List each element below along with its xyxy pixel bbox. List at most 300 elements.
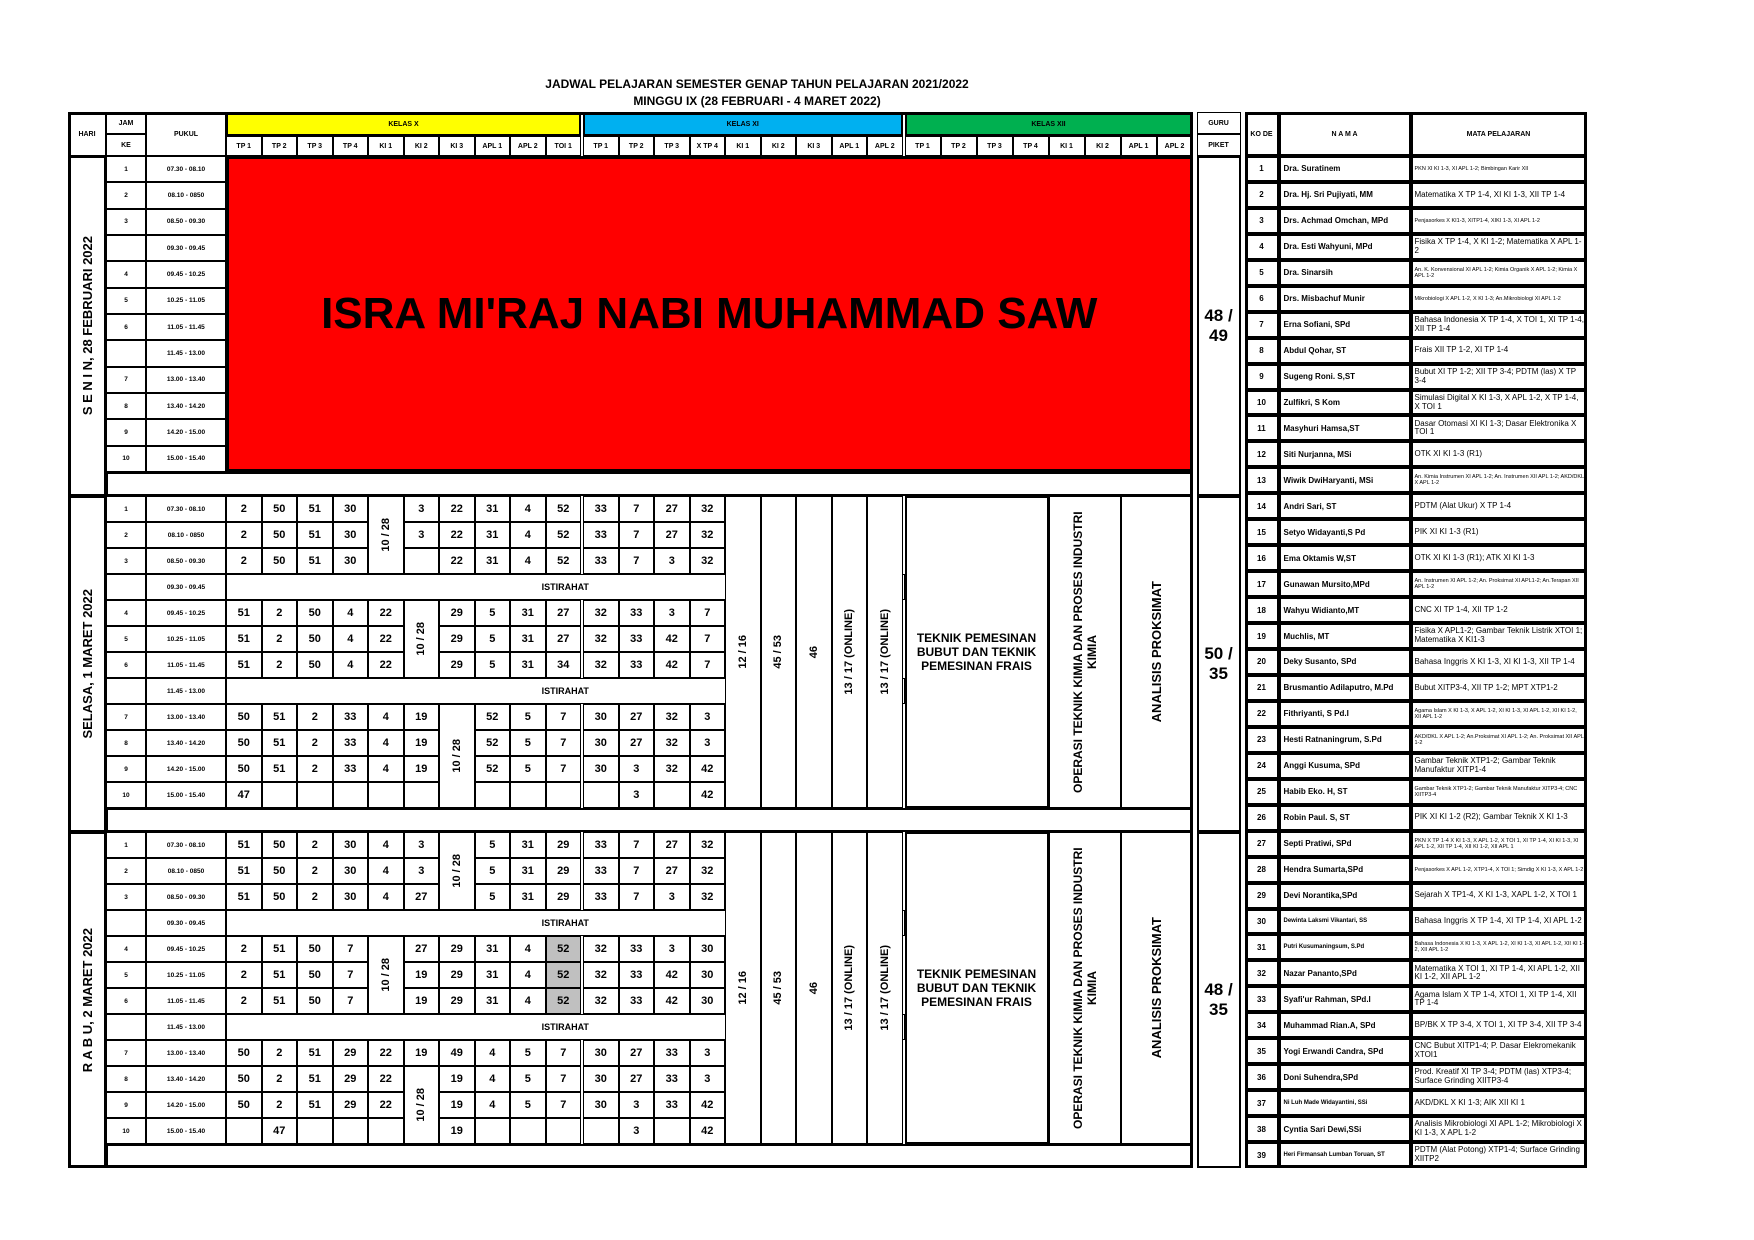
teacher-kode: 37 bbox=[1245, 1090, 1279, 1116]
class-cell: 51 bbox=[262, 704, 298, 730]
teacher-mapel: Bahasa Indonesia X TP 1-4, X TOI 1, XI TP 1-4, XII TP 1-4 bbox=[1411, 312, 1587, 338]
class-cell: 31 bbox=[475, 548, 511, 574]
teacher-nama: Ni Luh Made Widayantini, SSi bbox=[1279, 1090, 1411, 1116]
pukul: 13.40 - 14.20 bbox=[146, 730, 226, 756]
class-cell: 5 bbox=[510, 1040, 546, 1066]
class-cell: 50 bbox=[297, 988, 333, 1014]
teacher-nama: Abdul Qohar, ST bbox=[1279, 338, 1411, 364]
teacher-kode: 34 bbox=[1245, 1012, 1279, 1038]
header-hari: HARI bbox=[68, 112, 106, 156]
jam-ke: 3 bbox=[106, 884, 146, 910]
teacher-nama: Putri Kusumaningsum, S.Pd bbox=[1279, 934, 1411, 960]
xi-span-xii_tp1-text: 12 / 16 bbox=[736, 635, 749, 669]
teacher-mapel: Penjasorkes X APL 1-2, XTP1-4, X TOI 1; Simdig X KI 1-3, X APL 1-2 bbox=[1411, 857, 1587, 883]
class-cell: 32 bbox=[690, 522, 726, 548]
class-cell: 50 bbox=[262, 832, 298, 858]
class-cell: 2 bbox=[297, 730, 333, 756]
xi-span-xii_tp3-text: 46 bbox=[807, 981, 820, 995]
day-label bbox=[68, 156, 106, 496]
class-cell: 3 bbox=[654, 548, 690, 574]
teacher-kode: 14 bbox=[1245, 493, 1279, 519]
pukul: 07.30 - 08.10 bbox=[146, 832, 226, 858]
class-cell: 51 bbox=[226, 858, 262, 884]
teacher-nama: Deky Susanto, SPd bbox=[1279, 649, 1411, 675]
teacher-kode: 12 bbox=[1245, 441, 1279, 467]
class-cell: 51 bbox=[297, 1040, 333, 1066]
class-cell: 33 bbox=[654, 1066, 690, 1092]
pukul: 09.45 - 10.25 bbox=[146, 936, 226, 962]
header-col-xi-3: X TP 4 bbox=[690, 136, 726, 156]
class-cell: 4 bbox=[510, 496, 546, 522]
teacher-nama: Cyntia Sari Dewi,SSi bbox=[1279, 1116, 1411, 1142]
class-cell bbox=[262, 782, 298, 808]
header-kode: KO DE bbox=[1245, 112, 1279, 156]
class-cell: 4 bbox=[368, 832, 404, 858]
xi-span-xii_tp2 bbox=[761, 832, 797, 1144]
pukul: 09.30 - 09.45 bbox=[146, 574, 226, 600]
class-cell: 33 bbox=[654, 1092, 690, 1118]
jam-ke: 7 bbox=[106, 367, 146, 393]
class-cell: 31 bbox=[475, 496, 511, 522]
class-cell: 27 bbox=[546, 626, 582, 652]
class-cell: 32 bbox=[690, 832, 726, 858]
teacher-mapel: AKD/DKL X KI 1-3; AIK XII KI 1 bbox=[1411, 1090, 1587, 1116]
class-cell: 51 bbox=[297, 1092, 333, 1118]
jam-ke: 4 bbox=[106, 936, 146, 962]
class-cell: 33 bbox=[583, 548, 619, 574]
break-istirahat: ISTIRAHAT bbox=[226, 910, 905, 936]
header-col-x-1: TP 2 bbox=[262, 136, 298, 156]
teacher-kode: 5 bbox=[1245, 260, 1279, 286]
class-cell: 7 bbox=[546, 730, 582, 756]
class-cell: 3 bbox=[619, 782, 655, 808]
class-cell: 31 bbox=[510, 858, 546, 884]
xi-span-xii_tp2-text: 45 / 53 bbox=[772, 635, 785, 669]
teacher-kode: 18 bbox=[1245, 597, 1279, 623]
class-cell: 7 bbox=[333, 988, 369, 1014]
class-cell: 22 bbox=[368, 1040, 404, 1066]
class-cell: 30 bbox=[583, 1092, 619, 1118]
class-cell: 7 bbox=[690, 626, 726, 652]
class-cell: 2 bbox=[226, 988, 262, 1014]
teacher-kode: 28 bbox=[1245, 857, 1279, 883]
class-cell: 2 bbox=[262, 1066, 298, 1092]
teacher-mapel: Dasar Otomasi XI KI 1-3; Dasar Elektronika X TOI 1 bbox=[1411, 415, 1587, 441]
class-cell: 30 bbox=[583, 756, 619, 782]
class-cell: 4 bbox=[368, 884, 404, 910]
header-col-xi-6: KI 3 bbox=[796, 136, 832, 156]
class-cell: 7 bbox=[690, 600, 726, 626]
class-cell: 42 bbox=[654, 988, 690, 1014]
jam-ke: 3 bbox=[106, 548, 146, 574]
teacher-mapel: Sejarah X TP1-4, X KI 1-3, XAPL 1-2, X TOI 1 bbox=[1411, 883, 1587, 909]
class-cell: 52 bbox=[475, 730, 511, 756]
pukul: 11.45 - 13.00 bbox=[146, 1014, 226, 1040]
header-col-xi-5: KI 2 bbox=[761, 136, 797, 156]
jam-ke: 6 bbox=[106, 314, 146, 340]
jam-ke: 3 bbox=[106, 209, 146, 235]
class-cell bbox=[583, 1118, 619, 1144]
class-cell: 3 bbox=[404, 832, 440, 858]
teacher-nama: Ema Oktamis W,ST bbox=[1279, 545, 1411, 571]
class-cell: 51 bbox=[262, 936, 298, 962]
class-cell: 50 bbox=[297, 936, 333, 962]
class-cell: 50 bbox=[226, 704, 262, 730]
class-cell: 2 bbox=[262, 1040, 298, 1066]
xii-operasi-kimia bbox=[1049, 496, 1121, 808]
guru-piket: 50 / 35 bbox=[1197, 496, 1241, 832]
teacher-mapel: PKN X TP 1-4 X KI 1-3, X APL 1-2, X TOI 1, XI TP 1-4, XI KI 1-3, XI APL 1-2, XII TP 1-4, XII KI 1-2, XII APL 1 bbox=[1411, 831, 1587, 857]
teacher-kode: 10 bbox=[1245, 390, 1279, 416]
class-cell: 4 bbox=[333, 626, 369, 652]
pukul: 09.45 - 10.25 bbox=[146, 261, 226, 287]
class-cell: 29 bbox=[546, 858, 582, 884]
pukul: 14.20 - 15.00 bbox=[146, 1092, 226, 1118]
teacher-nama: Drs. Achmad Omchan, MPd bbox=[1279, 208, 1411, 234]
teacher-kode: 39 bbox=[1245, 1142, 1279, 1168]
class-cell bbox=[583, 782, 619, 808]
pukul: 11.05 - 11.45 bbox=[146, 988, 226, 1014]
class-cell: 7 bbox=[619, 832, 655, 858]
class-cell: 27 bbox=[619, 704, 655, 730]
header-col-xii-3: TP 4 bbox=[1013, 136, 1049, 156]
class-cell: 42 bbox=[690, 782, 726, 808]
pukul: 07.30 - 08.10 bbox=[146, 156, 226, 182]
class-cell: 3 bbox=[404, 858, 440, 884]
class-cell: 22 bbox=[368, 1092, 404, 1118]
class-cell: 51 bbox=[262, 730, 298, 756]
class-cell: 50 bbox=[226, 1066, 262, 1092]
teacher-kode: 36 bbox=[1245, 1064, 1279, 1090]
class-cell: 2 bbox=[262, 600, 298, 626]
day-separator bbox=[106, 472, 1193, 496]
teacher-nama: Syafi'ur Rahman, SPd.I bbox=[1279, 986, 1411, 1012]
header-col-xi-7: APL 1 bbox=[832, 136, 868, 156]
class-cell: 3 bbox=[404, 496, 440, 522]
teacher-mapel: An. Kimia Instrumen XI APL 1-2; An. Instrumen XII APL 1-2; AKD/DKL X APL 1-2 bbox=[1411, 467, 1587, 493]
xii-teknik-pemesinan: TEKNIK PEMESINAN BUBUT DAN TEKNIK PEMESINAN FRAIS bbox=[905, 832, 1049, 1144]
class-cell: 7 bbox=[546, 756, 582, 782]
pukul: 08.50 - 09.30 bbox=[146, 209, 226, 235]
class-cell: 42 bbox=[654, 626, 690, 652]
header-col-xii-1: TP 2 bbox=[941, 136, 977, 156]
teacher-kode: 3 bbox=[1245, 208, 1279, 234]
merged-ki-cell-text: 10 / 28 bbox=[415, 622, 428, 656]
class-cell: 32 bbox=[583, 988, 619, 1014]
class-cell bbox=[333, 782, 369, 808]
class-cell: 33 bbox=[619, 652, 655, 678]
class-cell: 52 bbox=[546, 548, 582, 574]
header-col-x-6: KI 3 bbox=[439, 136, 475, 156]
class-cell: 7 bbox=[333, 936, 369, 962]
pukul: 13.00 - 13.40 bbox=[146, 367, 226, 393]
pukul: 13.00 - 13.40 bbox=[146, 704, 226, 730]
class-cell: 32 bbox=[583, 626, 619, 652]
pukul: 08.50 - 09.30 bbox=[146, 548, 226, 574]
class-cell: 4 bbox=[368, 730, 404, 756]
xi-span-xii_tp2-text: 45 / 53 bbox=[772, 971, 785, 1005]
class-cell: 50 bbox=[297, 962, 333, 988]
class-cell: 42 bbox=[654, 652, 690, 678]
jam-ke bbox=[106, 574, 146, 600]
class-cell: 51 bbox=[226, 832, 262, 858]
document-subtitle: MINGGU IX (28 FEBRUARI - 4 MARET 2022) bbox=[633, 94, 881, 108]
header-piket: PIKET bbox=[1197, 134, 1241, 156]
class-cell: 5 bbox=[510, 704, 546, 730]
class-cell: 33 bbox=[619, 626, 655, 652]
teacher-kode: 33 bbox=[1245, 986, 1279, 1012]
teacher-mapel: PDTM (Alat Potong) XTP1-4; Surface Grinding XIITP2 bbox=[1411, 1142, 1587, 1168]
xii-analisis-proksimat bbox=[1121, 832, 1193, 1144]
class-cell: 7 bbox=[546, 704, 582, 730]
class-cell: 2 bbox=[226, 936, 262, 962]
class-cell: 5 bbox=[510, 1092, 546, 1118]
teacher-mapel: PKN XI KI 1-3, XI APL 1-2; Bimbingan Karir XII bbox=[1411, 156, 1587, 182]
xii-operasi-kimia-text: OPERASI TEKNIK KIMIA DAN PROSES INDUSTRI KIMIA bbox=[1070, 847, 1099, 1129]
class-cell: 29 bbox=[333, 1040, 369, 1066]
teacher-nama: Gunawan Mursito,MPd bbox=[1279, 571, 1411, 597]
day-label bbox=[68, 496, 106, 832]
class-cell: 22 bbox=[439, 548, 475, 574]
teacher-nama: Brusmantio Adilaputro, M.Pd bbox=[1279, 675, 1411, 701]
class-cell bbox=[654, 1118, 690, 1144]
class-cell: 4 bbox=[333, 652, 369, 678]
header-col-xi-0: TP 1 bbox=[583, 136, 619, 156]
jam-ke bbox=[106, 678, 146, 704]
pukul: 09.30 - 09.45 bbox=[146, 910, 226, 936]
class-cell: 27 bbox=[404, 936, 440, 962]
teacher-kode: 13 bbox=[1245, 467, 1279, 493]
class-cell: 29 bbox=[439, 652, 475, 678]
merged-ki-cell bbox=[404, 600, 440, 678]
pukul: 08.10 - 0850 bbox=[146, 182, 226, 208]
header-kelas-x: KELAS X bbox=[226, 112, 581, 136]
class-cell: 47 bbox=[262, 1118, 298, 1144]
teacher-nama: Anggi Kusuma, SPd bbox=[1279, 753, 1411, 779]
class-cell: 2 bbox=[226, 962, 262, 988]
merged-ki-cell bbox=[404, 1066, 440, 1144]
teacher-mapel: OTK XI KI 1-3 (R1); ATK XI KI 1-3 bbox=[1411, 545, 1587, 571]
break-istirahat: ISTIRAHAT bbox=[226, 1014, 905, 1040]
xii-teknik-pemesinan: TEKNIK PEMESINAN BUBUT DAN TEKNIK PEMESINAN FRAIS bbox=[905, 496, 1049, 808]
teacher-mapel: Fisika X APL1-2; Gambar Teknik Listrik XTOI 1; Matematika X KI1-3 bbox=[1411, 623, 1587, 649]
header-col-xii-7: APL 2 bbox=[1157, 136, 1193, 156]
teacher-nama: Dra. Hj. Sri Pujiyati, MM bbox=[1279, 182, 1411, 208]
xii-operasi-kimia bbox=[1049, 832, 1121, 1144]
class-cell: 32 bbox=[654, 756, 690, 782]
teacher-mapel: CNC Bubut XITP1-4; P. Dasar Elekromekanik XTOI1 bbox=[1411, 1038, 1587, 1064]
class-cell: 30 bbox=[583, 1040, 619, 1066]
teacher-kode: 26 bbox=[1245, 805, 1279, 831]
teacher-kode: 8 bbox=[1245, 338, 1279, 364]
header-jam: JAM bbox=[106, 112, 146, 134]
teacher-kode: 2 bbox=[1245, 182, 1279, 208]
header-col-xi-2: TP 3 bbox=[654, 136, 690, 156]
class-cell: 2 bbox=[226, 522, 262, 548]
header-guru: GURU bbox=[1197, 112, 1241, 134]
class-cell: 27 bbox=[654, 496, 690, 522]
class-cell: 19 bbox=[404, 988, 440, 1014]
pukul: 15.00 - 15.40 bbox=[146, 446, 226, 472]
class-cell: 29 bbox=[439, 600, 475, 626]
jam-ke: 9 bbox=[106, 756, 146, 782]
class-cell bbox=[333, 1118, 369, 1144]
teacher-mapel: CNC XI TP 1-4, XII TP 1-2 bbox=[1411, 597, 1587, 623]
class-cell: 7 bbox=[619, 522, 655, 548]
teacher-mapel: PIK XI KI 1-3 (R1) bbox=[1411, 519, 1587, 545]
header-col-x-5: KI 2 bbox=[404, 136, 440, 156]
teacher-mapel: Simulasi Digital X KI 1-3, X APL 1-2, X TP 1-4, X TOI 1 bbox=[1411, 390, 1587, 416]
day-label-text: R A B U, 2 MARET 2022 bbox=[79, 927, 95, 1073]
class-cell: 3 bbox=[690, 1066, 726, 1092]
teacher-kode: 35 bbox=[1245, 1038, 1279, 1064]
class-cell: 33 bbox=[583, 496, 619, 522]
merged-ki-cell-text: 10 / 28 bbox=[379, 958, 392, 992]
pukul: 08.50 - 09.30 bbox=[146, 884, 226, 910]
teacher-nama: Dra. Sinarsih bbox=[1279, 260, 1411, 286]
document-title: JADWAL PELAJARAN SEMESTER GENAP TAHUN PELAJARAN 2021/2022 bbox=[545, 77, 969, 91]
teacher-kode: 25 bbox=[1245, 779, 1279, 805]
class-cell: 27 bbox=[654, 832, 690, 858]
teacher-nama: Doni Suhendra,SPd bbox=[1279, 1064, 1411, 1090]
class-cell bbox=[297, 1118, 333, 1144]
teacher-nama: Habib Eko. H, ST bbox=[1279, 779, 1411, 805]
class-cell: 4 bbox=[333, 600, 369, 626]
teacher-kode: 17 bbox=[1245, 571, 1279, 597]
jam-ke: 2 bbox=[106, 182, 146, 208]
teacher-kode: 6 bbox=[1245, 286, 1279, 312]
class-cell: 50 bbox=[226, 756, 262, 782]
class-cell bbox=[510, 1118, 546, 1144]
class-cell: 27 bbox=[619, 1040, 655, 1066]
class-cell: 27 bbox=[654, 858, 690, 884]
xi-span-xii_tp4-text: 13 / 17 (ONLINE) bbox=[843, 945, 856, 1031]
class-cell: 5 bbox=[475, 858, 511, 884]
merged-ki-cell-text: 10 / 28 bbox=[415, 1088, 428, 1122]
class-cell: 7 bbox=[619, 548, 655, 574]
class-cell: 50 bbox=[262, 496, 298, 522]
teacher-kode: 15 bbox=[1245, 519, 1279, 545]
class-cell: 3 bbox=[654, 884, 690, 910]
class-cell: 5 bbox=[510, 1066, 546, 1092]
class-cell: 33 bbox=[583, 522, 619, 548]
class-cell: 5 bbox=[510, 730, 546, 756]
class-cell: 32 bbox=[690, 858, 726, 884]
class-cell: 7 bbox=[619, 496, 655, 522]
jam-ke bbox=[106, 235, 146, 261]
class-cell: 4 bbox=[510, 988, 546, 1014]
merged-ki-cell bbox=[439, 704, 475, 808]
class-cell: 30 bbox=[690, 962, 726, 988]
teacher-kode: 4 bbox=[1245, 234, 1279, 260]
break-istirahat: ISTIRAHAT bbox=[226, 574, 905, 600]
class-cell: 42 bbox=[690, 756, 726, 782]
pukul: 09.45 - 10.25 bbox=[146, 600, 226, 626]
class-cell: 4 bbox=[368, 704, 404, 730]
class-cell: 32 bbox=[583, 600, 619, 626]
teacher-nama: Sugeng Roni. S,ST bbox=[1279, 364, 1411, 390]
class-cell: 2 bbox=[297, 884, 333, 910]
xi-span-xii_ki1 bbox=[867, 832, 903, 1144]
class-cell: 32 bbox=[583, 652, 619, 678]
class-cell: 3 bbox=[619, 1092, 655, 1118]
day-separator bbox=[106, 1144, 1193, 1168]
class-cell: 29 bbox=[439, 988, 475, 1014]
jam-ke bbox=[106, 910, 146, 936]
class-cell bbox=[368, 782, 404, 808]
jam-ke: 5 bbox=[106, 626, 146, 652]
class-cell: 3 bbox=[619, 756, 655, 782]
class-cell: 19 bbox=[404, 704, 440, 730]
day-label-text: S E N I N, 28 FEBRUARI 2022 bbox=[79, 236, 95, 416]
class-cell: 30 bbox=[333, 858, 369, 884]
class-cell: 52 bbox=[546, 936, 582, 962]
teacher-kode: 31 bbox=[1245, 934, 1279, 960]
jam-ke: 9 bbox=[106, 1092, 146, 1118]
class-cell: 31 bbox=[510, 652, 546, 678]
class-cell: 32 bbox=[654, 730, 690, 756]
class-cell: 33 bbox=[333, 704, 369, 730]
class-cell: 32 bbox=[690, 884, 726, 910]
pukul: 10.25 - 11.05 bbox=[146, 288, 226, 314]
class-cell: 4 bbox=[510, 936, 546, 962]
jam-ke: 1 bbox=[106, 496, 146, 522]
break-istirahat: ISTIRAHAT bbox=[226, 678, 905, 704]
class-cell: 33 bbox=[583, 832, 619, 858]
class-cell: 22 bbox=[368, 652, 404, 678]
pukul: 13.40 - 14.20 bbox=[146, 393, 226, 419]
class-cell: 30 bbox=[333, 496, 369, 522]
pukul: 07.30 - 08.10 bbox=[146, 496, 226, 522]
class-cell: 30 bbox=[333, 548, 369, 574]
jam-ke bbox=[106, 1014, 146, 1040]
teacher-mapel: Bahasa Inggris X TP 1-4, XI TP 1-4, XI APL 1-2 bbox=[1411, 909, 1587, 935]
merged-ki-cell-text: 10 / 28 bbox=[379, 518, 392, 552]
teacher-nama: Setyo Widayanti,S Pd bbox=[1279, 519, 1411, 545]
teacher-nama: Masyhuri Hamsa,ST bbox=[1279, 415, 1411, 441]
teacher-mapel: Fisika X TP 1-4, X KI 1-2; Matematika X APL 1-2 bbox=[1411, 234, 1587, 260]
pukul: 15.00 - 15.40 bbox=[146, 782, 226, 808]
class-cell: 52 bbox=[546, 988, 582, 1014]
teacher-mapel: Agama Islam X KI 1-3, X APL 1-2, XI KI 1-3, XI APL 1-2, XII KI 1-2, XII APL 1-2 bbox=[1411, 701, 1587, 727]
class-cell: 5 bbox=[475, 832, 511, 858]
class-cell: 50 bbox=[262, 858, 298, 884]
jam-ke: 8 bbox=[106, 730, 146, 756]
teacher-kode: 16 bbox=[1245, 545, 1279, 571]
header-kelas-xi: KELAS XI bbox=[583, 112, 903, 136]
teacher-mapel: Matematika X TP 1-4, XI KI 1-3, XII TP 1-4 bbox=[1411, 182, 1587, 208]
guru-piket: 48 / 49 bbox=[1197, 156, 1241, 496]
class-cell: 32 bbox=[690, 548, 726, 574]
pukul: 14.20 - 15.00 bbox=[146, 756, 226, 782]
header-col-xii-5: KI 2 bbox=[1085, 136, 1121, 156]
class-cell bbox=[368, 1118, 404, 1144]
class-cell: 30 bbox=[690, 936, 726, 962]
teacher-nama: Heri Firmansah Lumban Toruan, ST bbox=[1279, 1142, 1411, 1168]
xi-span-xii_tp4 bbox=[832, 832, 868, 1144]
teacher-nama: Drs. Misbachuf Munir bbox=[1279, 286, 1411, 312]
jam-ke bbox=[106, 340, 146, 366]
class-cell: 50 bbox=[226, 730, 262, 756]
class-cell: 33 bbox=[333, 756, 369, 782]
class-cell: 4 bbox=[475, 1092, 511, 1118]
class-cell bbox=[475, 1118, 511, 1144]
class-cell: 5 bbox=[475, 652, 511, 678]
pukul: 14.20 - 15.00 bbox=[146, 419, 226, 445]
day-separator bbox=[106, 808, 1193, 832]
header-col-xi-4: KI 1 bbox=[725, 136, 761, 156]
class-cell: 29 bbox=[439, 962, 475, 988]
